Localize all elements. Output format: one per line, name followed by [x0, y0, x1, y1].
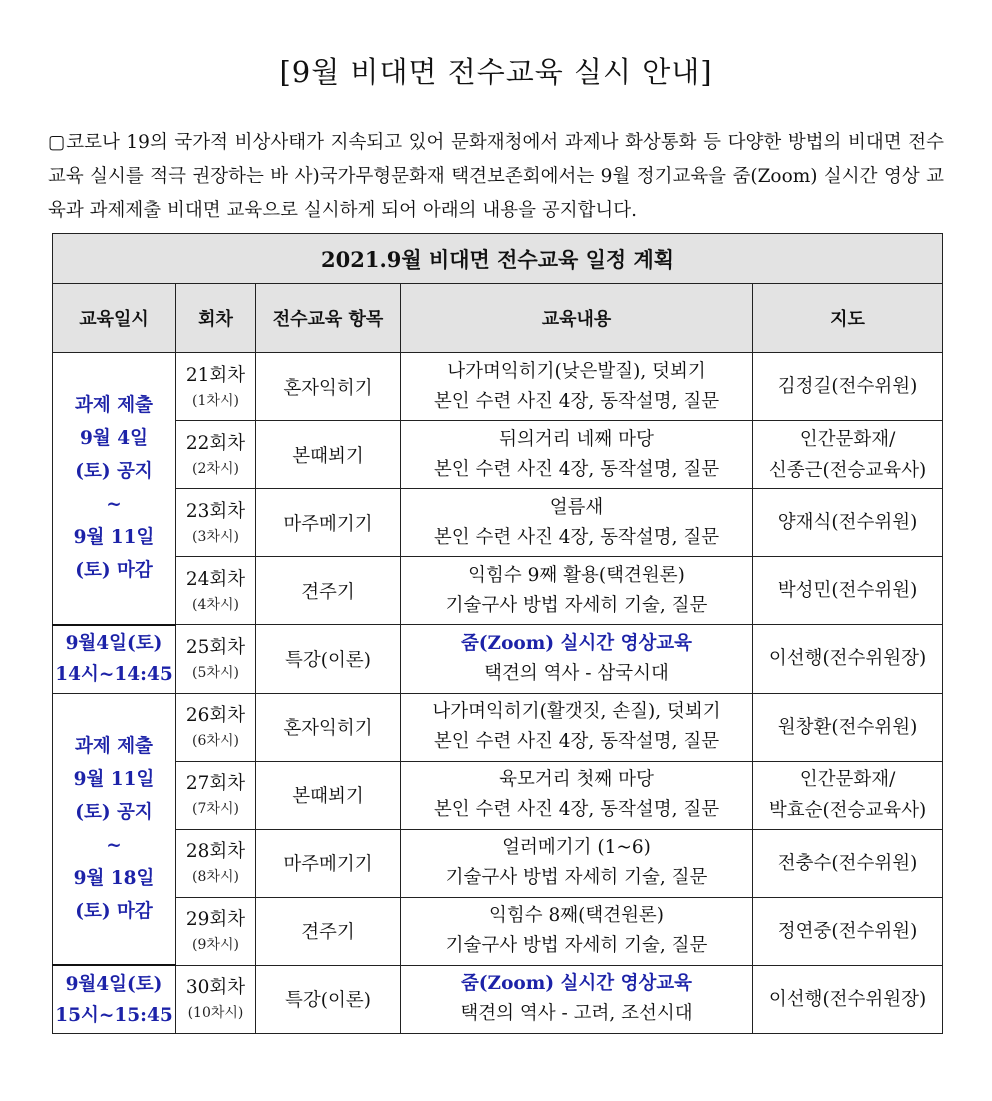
instructor-line: 신종근(전승교육사) [768, 459, 927, 481]
item-cell: 마주메기기 [256, 489, 401, 557]
session-cell [176, 489, 256, 557]
session-sub: (7차시) [192, 801, 239, 817]
table-row [53, 897, 943, 965]
session-sub: (2차시) [192, 460, 239, 477]
instructor-cell [753, 761, 943, 829]
instructor-cell [753, 693, 943, 761]
date-cell-group2 [53, 693, 176, 965]
instructor-line: 이선행(전수위원장) [768, 988, 927, 1010]
table-header-row [53, 284, 943, 353]
date-cell-group1 [53, 353, 176, 625]
date-line: 9월 4일 [80, 428, 148, 450]
header-date: 교육일시 [53, 284, 176, 353]
content-line: 뒤의거리 네째 마당 [499, 428, 654, 450]
content-line: 기술구사 방법 자세히 기술, 질문 [445, 935, 708, 956]
content-line: 나가며익히기(낮은발질), 덧뵈기 [447, 360, 706, 382]
session-sub: (1차시) [192, 392, 239, 409]
content-line: 얼러메기기 (1~6) [502, 837, 651, 858]
instructor-line: 인간문화재/ [799, 428, 896, 450]
date-cell-zoom2 [53, 965, 176, 1034]
session-number: 26회차 [185, 705, 246, 726]
header-session: 회차 [176, 284, 256, 353]
header-instructor: 지도 [753, 284, 943, 353]
session-cell [176, 693, 256, 761]
content-line: 익힘수 8째(택견원론) [488, 905, 665, 926]
date-line: 15시~15:45 [55, 1004, 173, 1026]
instructor-cell [753, 897, 943, 965]
content-cell [401, 761, 753, 829]
instructor-cell [753, 625, 943, 694]
session-sub: (4차시) [192, 596, 239, 613]
date-line: 과제 제출 [75, 735, 153, 757]
content-line: 육모거리 첫째 마당 [499, 769, 654, 790]
intro-paragraph [48, 126, 944, 228]
instructor-cell [753, 829, 943, 897]
content-line: 기술구사 방법 자세히 기술, 질문 [445, 867, 708, 888]
session-cell [176, 421, 256, 489]
content-cell [401, 353, 753, 421]
instructor-line: 양재식(전수위원) [777, 512, 918, 533]
table-row [53, 761, 943, 829]
date-line: (토) 공지 [75, 461, 153, 483]
session-cell [176, 353, 256, 421]
date-line: ~ [106, 494, 122, 516]
instructor-line: 정연중(전수위원) [777, 920, 918, 942]
date-line: (토) 마감 [75, 560, 153, 582]
header-item: 전수교육 항목 [256, 284, 401, 353]
date-line: 과제 제출 [75, 395, 153, 417]
date-line: 9월 18일 [73, 867, 155, 889]
content-cell [401, 489, 753, 557]
content-cell [401, 897, 753, 965]
session-number: 30회차 [185, 977, 246, 999]
zoom-label: 줌(Zoom) 실시간 영상교육 [460, 973, 693, 995]
content-cell [401, 557, 753, 625]
item-cell: 특강(이론) [256, 965, 401, 1034]
item-cell: 혼자익히기 [256, 693, 401, 761]
session-number: 21회차 [185, 364, 246, 386]
session-sub: (3차시) [192, 528, 239, 545]
content-line: 본인 수련 사진 4장, 동작설명, 질문 [433, 731, 720, 752]
content-cell [401, 693, 753, 761]
header-content: 교육내용 [401, 284, 753, 353]
instructor-line: 이선행(전수위원장) [768, 648, 927, 670]
date-line: 9월4일(토) [65, 633, 163, 654]
instructor-cell [753, 965, 943, 1034]
date-line: 14시~14:45 [55, 664, 173, 685]
table-row [53, 489, 943, 557]
table-row [53, 557, 943, 625]
instructor-line: 김정길(전수위원) [777, 376, 918, 397]
item-cell: 특강(이론) [256, 625, 401, 694]
date-cell-zoom1 [53, 625, 176, 694]
session-cell [176, 761, 256, 829]
session-sub: (9차시) [192, 937, 239, 953]
item-cell: 본때뵈기 [256, 421, 401, 489]
instructor-cell [753, 557, 943, 625]
session-cell [176, 897, 256, 965]
instructor-line: 박성민(전수위원) [777, 580, 918, 601]
instructor-line: 박효순(전승교육사) [768, 800, 927, 821]
instructor-cell [753, 421, 943, 489]
session-number: 25회차 [185, 636, 246, 658]
item-cell: 견주기 [256, 557, 401, 625]
table-title: 2021.9월 비대면 전수교육 일정 계획 [53, 234, 943, 284]
instructor-line: 인간문화재/ [799, 769, 896, 790]
content-line: 기술구사 방법 자세히 기술, 질문 [445, 594, 708, 616]
item-cell: 마주메기기 [256, 829, 401, 897]
date-line: ~ [106, 834, 122, 856]
session-cell [176, 829, 256, 897]
date-line: (토) 마감 [75, 900, 153, 922]
content-line: 택견의 역사 - 삼국시대 [484, 662, 669, 684]
intro-text: ▢코로나 19의 국가적 비상사태가 지속되고 있어 문화재청에서 과제나 화상통화 등 다양한 방법의 비대면 전수교육 실시를 적극 권장하는 바 사)국가무형문화재 택견보존회에서는 9월 정기교육을 줌(Zoom) 실시간 영상 교육과 과제제출 비대면 교육으로 실시하게 되어 아래의 내용을 공지합니다. [48, 132, 944, 221]
item-cell: 견주기 [256, 897, 401, 965]
session-sub: (5차시) [192, 664, 239, 681]
table-row [53, 625, 943, 694]
session-number: 23회차 [185, 500, 246, 522]
content-line: 본인 수련 사진 4장, 동작설명, 질문 [433, 526, 720, 548]
table-row [53, 353, 943, 421]
schedule-table [52, 233, 943, 1034]
session-cell [176, 965, 256, 1034]
session-cell [176, 557, 256, 625]
session-sub: (10차시) [187, 1005, 244, 1022]
content-line: 본인 수련 사진 4장, 동작설명, 질문 [433, 458, 720, 480]
content-line: 본인 수련 사진 4장, 동작설명, 질문 [433, 390, 720, 412]
table-row [53, 829, 943, 897]
table-row [53, 693, 943, 761]
content-line: 얼름새 [549, 496, 604, 518]
session-sub: (6차시) [192, 733, 239, 749]
page-title: [9월 비대면 전수교육 실시 안내] [279, 55, 713, 89]
item-cell: 본때뵈기 [256, 761, 401, 829]
content-cell [401, 625, 753, 694]
date-line: (토) 공지 [75, 801, 153, 823]
content-cell [401, 965, 753, 1034]
item-cell: 혼자익히기 [256, 353, 401, 421]
session-sub: (8차시) [192, 869, 239, 885]
instructor-cell [753, 353, 943, 421]
session-cell [176, 625, 256, 694]
session-number: 28회차 [185, 841, 246, 862]
session-number: 24회차 [185, 568, 246, 590]
session-number: 27회차 [185, 773, 246, 794]
content-line: 택견의 역사 - 고려, 조선시대 [460, 1003, 693, 1025]
content-cell [401, 421, 753, 489]
content-cell [401, 829, 753, 897]
table-row [53, 421, 943, 489]
instructor-line: 전충수(전수위원) [777, 852, 918, 874]
date-line: 9월4일(토) [65, 973, 163, 995]
session-number: 29회차 [185, 909, 246, 930]
content-line: 나가며익히기(활갯짓, 손질), 덧뵈기 [432, 701, 721, 722]
table-row [53, 965, 943, 1034]
session-number: 22회차 [185, 432, 246, 454]
date-line: 9월 11일 [73, 768, 155, 790]
zoom-label: 줌(Zoom) 실시간 영상교육 [460, 632, 693, 654]
instructor-line: 원창환(전수위원) [777, 716, 918, 738]
instructor-cell [753, 489, 943, 557]
date-line: 9월 11일 [73, 527, 155, 549]
content-line: 본인 수련 사진 4장, 동작설명, 질문 [433, 799, 720, 820]
content-line: 익힘수 9째 활용(택견원론) [468, 564, 685, 586]
